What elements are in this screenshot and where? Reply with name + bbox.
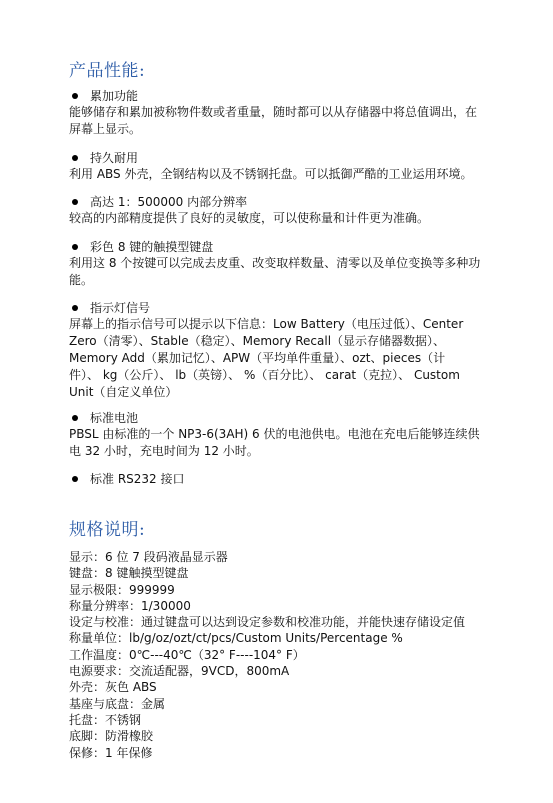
spec-row-display-limit: 显示极限：999999 xyxy=(69,582,175,597)
feature-resolution xyxy=(69,194,499,227)
spec-row-calibration: 设定与校准：通过键盘可以达到设定参数和校准功能，并能快速存储设定值 xyxy=(69,615,466,630)
feature-description xyxy=(69,104,499,138)
bullet-icon xyxy=(72,244,78,250)
description-line: Memory Add（累加记忆）、APW（平均单件重量）、ozt、pieces（计 xyxy=(69,351,446,365)
spec-row-housing: 外壳：灰色 ABS xyxy=(69,680,157,695)
description-line: PBSL 由标准的一个 NP3-6(3AH) 6 伏的电池供电。电池在充电后能够连续供 xyxy=(69,427,480,441)
feature-durability xyxy=(69,150,499,183)
spec-row-base: 基座与底盘：金属 xyxy=(69,696,166,711)
feature-title xyxy=(69,150,499,166)
spec-list xyxy=(69,549,499,761)
spec-row-power: 电源要求：交流适配器，9VCD，800mA xyxy=(69,664,290,679)
feature-title-text: 指示灯信号 xyxy=(90,301,151,315)
feature-indicators xyxy=(69,300,499,401)
spec-row-units: 称量单位：lb/g/oz/ozt/ct/pcs/Custom Units/Percentage % xyxy=(69,631,403,646)
section-heading-specifications: 规格说明: xyxy=(69,520,146,540)
bullet-icon xyxy=(72,199,78,205)
bullet-icon xyxy=(72,155,78,161)
feature-description xyxy=(69,166,499,183)
bullet-icon xyxy=(72,415,78,421)
description-line: 能。 xyxy=(69,273,94,287)
feature-title xyxy=(69,410,499,426)
feature-title xyxy=(69,300,499,316)
feature-description xyxy=(69,426,499,460)
description-line: 屏幕上的指示信号可以提示以下信息：Low Battery（电压过低）、Center xyxy=(69,317,464,331)
feature-title-text: 高达 1：500000 内部分辨率 xyxy=(90,195,248,209)
description-line: 利用 ABS 外壳，全钢结构以及不锈钢托盘。可以抵御严酷的工业运用环境。 xyxy=(69,167,473,181)
description-line: 电 32 小时，充电时间为 12 小时。 xyxy=(69,444,259,458)
feature-accumulation xyxy=(69,88,499,138)
description-line: 屏幕上显示。 xyxy=(69,122,142,136)
description-line: 件）、 kg（公斤）、 lb（英镑）、 %（百分比）、 carat（克拉）、 Custom xyxy=(69,368,460,382)
spec-row-display: 显示：6 位 7 段码液晶显示器 xyxy=(69,550,228,564)
feature-title xyxy=(69,239,499,255)
description-line: 利用这 8 个按键可以完成去皮重、改变取样数量、清零以及单位变换等多种功 xyxy=(69,256,481,270)
feature-keyboard xyxy=(69,239,499,289)
feature-title-text: 彩色 8 键的触摸型键盘 xyxy=(90,240,214,254)
spec-row-resolution: 称量分辨率：1/30000 xyxy=(69,598,191,613)
spec-row-pan: 托盘：不锈钢 xyxy=(69,712,142,727)
feature-title-text: 累加功能 xyxy=(90,89,139,103)
feature-description xyxy=(69,255,499,289)
section-heading-performance: 产品性能: xyxy=(69,61,146,81)
spec-row-keyboard: 键盘：8 键触摸型键盘 xyxy=(69,566,189,581)
feature-title xyxy=(69,88,499,104)
feature-title-text: 标准电池 xyxy=(90,411,139,425)
description-line: 较高的内部精度提供了良好的灵敏度，可以使称量和计件更为准确。 xyxy=(69,211,430,225)
spec-row-temperature: 工作温度：0℃---40℃（32° F----104° F） xyxy=(69,647,305,662)
feature-title xyxy=(69,194,499,210)
spec-row-feet: 底脚：防滑橡胶 xyxy=(69,729,154,744)
feature-description xyxy=(69,210,499,227)
feature-title-text: 标准 RS232 接口 xyxy=(90,472,185,486)
description-line: Unit（自定义单位） xyxy=(69,385,178,399)
spec-row-warranty: 保修：1 年保修 xyxy=(69,745,153,760)
bullet-icon xyxy=(72,93,78,99)
bullet-icon xyxy=(72,305,78,311)
feature-title xyxy=(69,471,499,487)
bullet-icon xyxy=(72,476,78,482)
description-line: 能够储存和累加被称物件数或者重量，随时都可以从存储器中将总值调出，在 xyxy=(69,105,478,119)
description-line: Zero（清零）、Stable（稳定）、Memory Recall（显示存储器数据）、 xyxy=(69,334,446,348)
feature-rs232 xyxy=(69,471,499,487)
feature-battery xyxy=(69,410,499,460)
feature-description xyxy=(69,316,499,401)
feature-title-text: 持久耐用 xyxy=(90,151,139,165)
